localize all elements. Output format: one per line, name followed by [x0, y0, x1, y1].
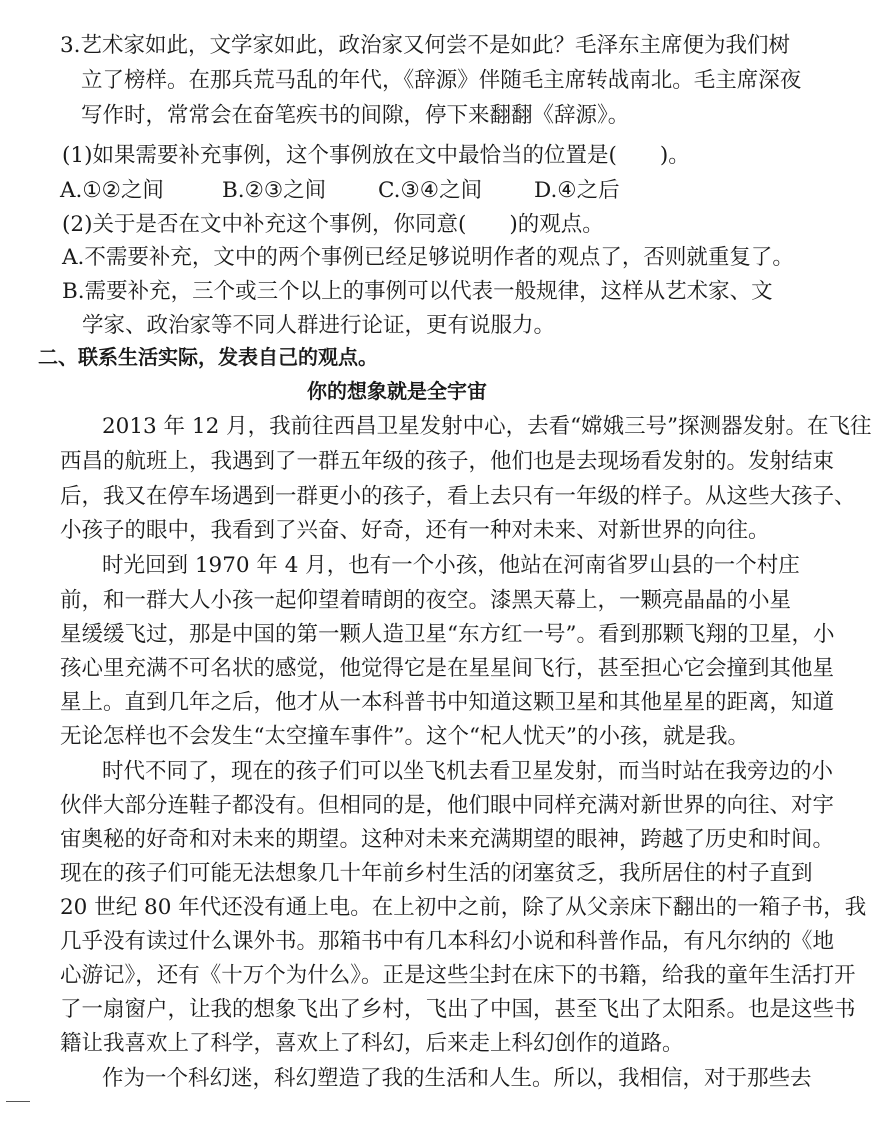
question-3-stem-line-2: 立了榜样。在那兵荒马乱的年代，《辞源》伴随毛主席转战南北。毛主席深夜	[81, 68, 802, 93]
article-line-1: 2013 年 12 月，我前往西昌卫星发射中心，去看“嫦娥三号”探测器发射。在飞往	[102, 414, 872, 439]
question-3-stem-line-1: 3.艺术家如此，文学家如此，政治家又何尝不是如此？毛泽东主席便为我们树	[60, 33, 791, 58]
sub-question-2-option-a[interactable]: A.不需要补充，文中的两个事例已经足够说明作者的观点了，否则就重复了。	[62, 245, 794, 270]
article-line-16: 几乎没有读过什么课外书。那箱书中有几本科幻小说和科普作品，有凡尔纳的《地	[60, 929, 835, 954]
option-b[interactable]: B.②③之间	[222, 178, 327, 203]
article-line-8: 孩心里充满不可名状的感觉，他觉得它是在星星间飞行，甚至担心它会撞到其他星	[60, 656, 835, 681]
sub-question-2-option-b-line-1[interactable]: B.需要补充，三个或三个以上的事例可以代表一般规律，这样从艺术家、文	[62, 279, 773, 304]
article-line-2: 西昌的航班上，我遇到了一群五年级的孩子，他们也是去现场看发射的。发射结束	[60, 449, 835, 474]
sub-question-1-options	[60, 174, 782, 208]
option-c[interactable]: C.③④之间	[378, 178, 483, 203]
question-3-stem-line-3: 写作时，常常会在奋笔疾书的间隙，停下来翻翻《辞源》。	[81, 103, 630, 128]
article-line-10: 无论怎样也不会发生“太空撞车事件”。这个“杞人忧天”的小孩，就是我。	[60, 724, 749, 749]
sub-question-1: (1)如果需要补充事例，这个事例放在文中最恰当的位置是( )。	[62, 143, 690, 168]
footer-divider	[6, 1101, 30, 1102]
option-d[interactable]: D.④之后	[534, 178, 620, 203]
article-line-20: 作为一个科幻迷，科幻塑造了我的生活和人生。所以，我相信，对于那些去	[102, 1066, 812, 1091]
article-line-9: 星上。直到几年之后，他才从一本科普书中知道这颗卫星和其他星星的距离，知道	[60, 690, 835, 715]
article-line-19: 籍让我喜欢上了科学，喜欢上了科幻，后来走上科幻创作的道路。	[60, 1031, 684, 1056]
option-a[interactable]: A.①②之间	[60, 178, 164, 203]
article-line-11: 时代不同了，现在的孩子们可以坐飞机去看卫星发射，而当时站在我旁边的小	[102, 759, 834, 784]
article-title: 你的想象就是全宇宙	[307, 379, 487, 403]
article-line-14: 现在的孩子们可能无法想象几十年前乡村生活的闭塞贫乏，我所居住的村子直到	[60, 861, 813, 886]
article-line-12: 伙伴大部分连鞋子都没有。但相同的是，他们眼中同样充满对新世界的向往、对宇	[60, 793, 835, 818]
article-line-18: 了一扇窗户，让我的想象飞出了乡村，飞出了中国，甚至飞出了太阳系。也是这些书	[60, 997, 856, 1022]
article-line-17: 心游记》，还有《十万个为什么》。正是这些尘封在床下的书籍，给我的童年生活打开	[60, 963, 856, 988]
article-line-5: 时光回到 1970 年 4 月，也有一个小孩，他站在河南省罗山县的一个村庄	[102, 553, 800, 578]
article-line-13: 宙奥秘的好奇和对未来的期望。这种对未来充满期望的眼神，跨越了历史和时间。	[60, 827, 835, 852]
article-line-7: 星缓缓飞过，那是中国的第一颗人造卫星“东方红一号”。看到那颗飞翔的卫星，小	[60, 622, 835, 647]
article-line-6: 前，和一群大人小孩一起仰望着晴朗的夜空。漆黑天幕上，一颗亮晶晶的小星	[60, 588, 792, 613]
article-line-3: 后，我又在停车场遇到一群更小的孩子，看上去只有一年级的样子。从这些大孩子、	[60, 484, 856, 509]
article-line-15: 20 世纪 80 年代还没有通上电。在上初中之前，除了从父亲床下翻出的一箱子书，我	[60, 895, 867, 920]
section-2-heading: 二、联系生活实际，发表自己的观点。	[38, 345, 378, 369]
sub-question-2: (2)关于是否在文中补充这个事例，你同意( )的观点。	[62, 212, 604, 237]
article-line-4: 小孩子的眼中，我看到了兴奋、好奇，还有一种对未来、对新世界的向往。	[60, 518, 770, 543]
sub-question-2-option-b-line-2[interactable]: 学家、政治家等不同人群进行论证，更有说服力。	[82, 313, 556, 338]
